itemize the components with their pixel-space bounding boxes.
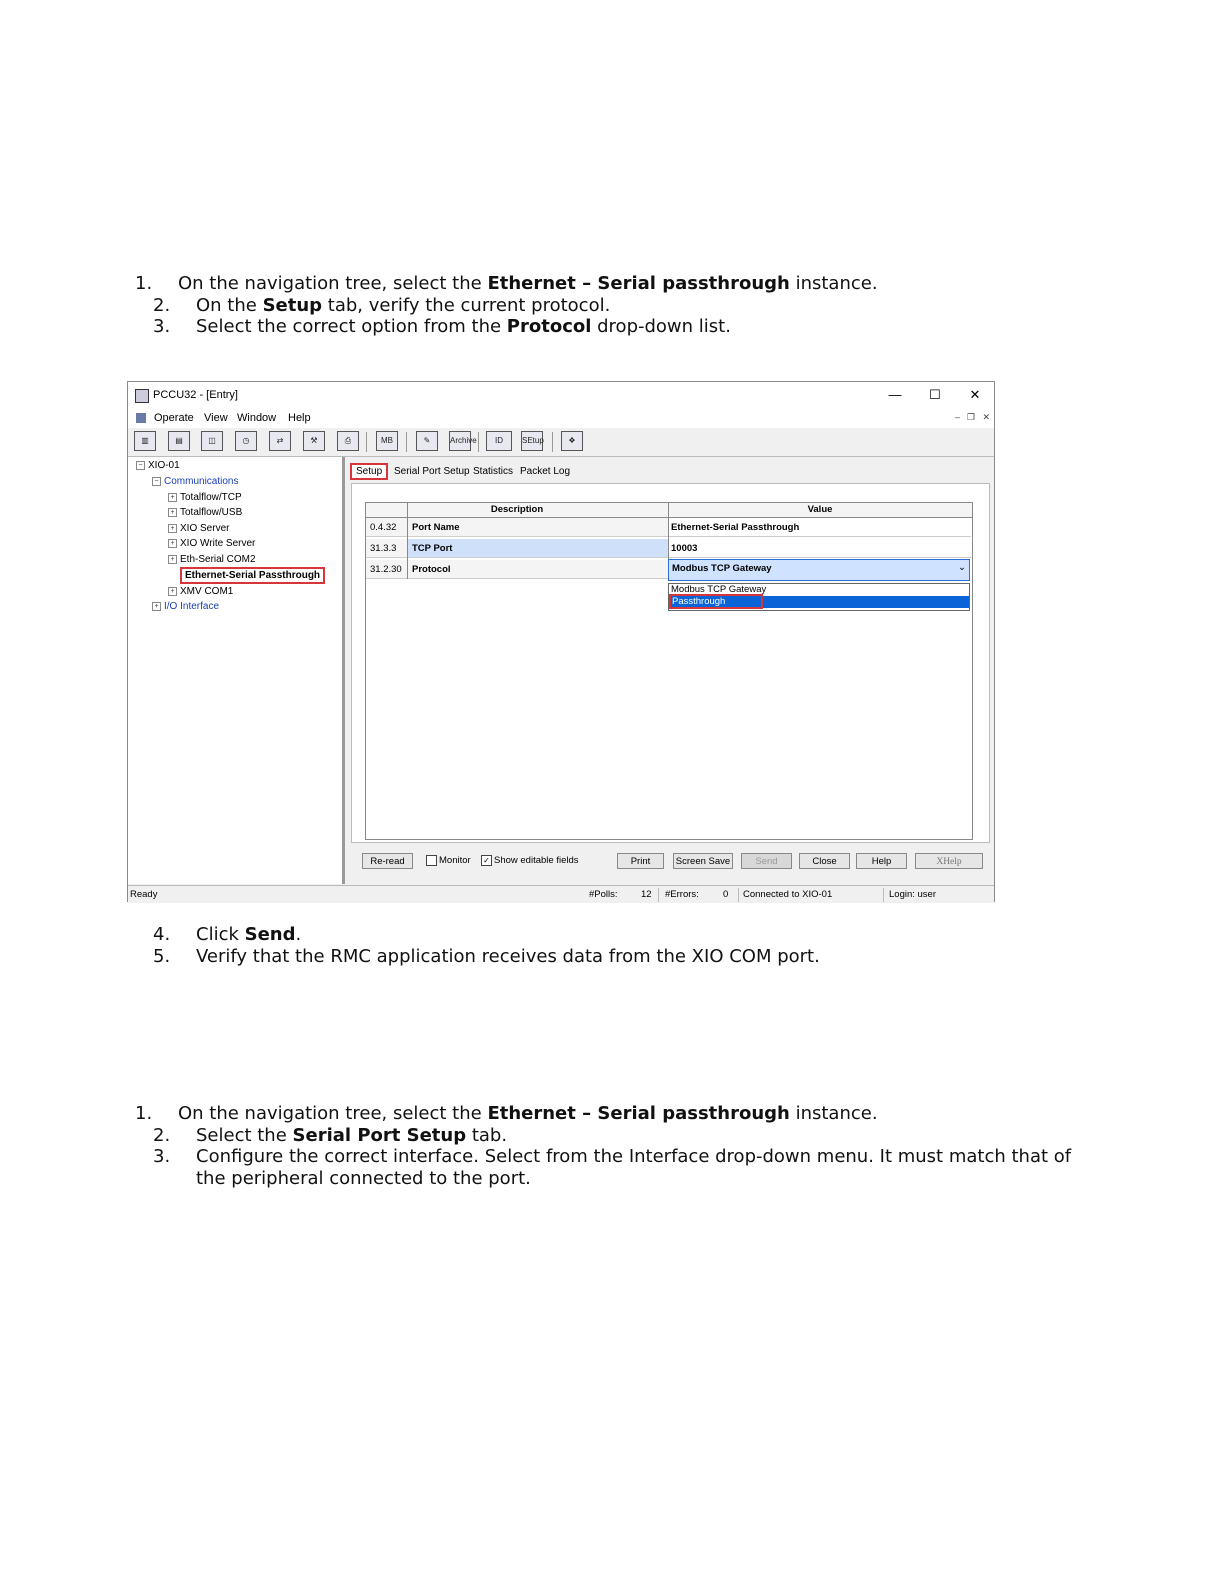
tree-item[interactable]: + XMV COM1 (168, 586, 233, 597)
status-separator (658, 888, 659, 902)
connection-status: Connected to XIO-01 (743, 889, 833, 900)
minimize-button[interactable]: — (888, 387, 902, 402)
close-window-button[interactable]: ✕ (969, 387, 981, 402)
step-text-end: instance. (789, 273, 878, 294)
menu-help[interactable]: Help (288, 412, 311, 424)
step-text: Configure the correct interface. Select from the Interface drop-down menu. It must match that of the peripheral connected to the port. (196, 1146, 1072, 1189)
menu-view[interactable]: View (204, 412, 228, 424)
toolbar-monitor-icon[interactable]: ◷ (235, 431, 257, 451)
pccu-window (127, 381, 995, 902)
toolbar-transfer-icon[interactable]: ⇄ (269, 431, 291, 451)
port-name-value[interactable]: Ethernet-Serial Passthrough (669, 518, 971, 537)
toolbar-collect-icon[interactable]: ▤ (168, 431, 190, 451)
tree-item[interactable]: + Totalflow/TCP (168, 492, 242, 503)
row-description: Protocol (408, 560, 668, 579)
step-text-end: . (295, 924, 302, 945)
step-number: 1. (135, 1103, 153, 1124)
tab-statistics[interactable]: Statistics (473, 466, 514, 477)
collapse-icon[interactable]: − (152, 477, 161, 486)
tree-item[interactable]: + Eth-Serial COM2 (168, 554, 256, 565)
setup-panel (351, 483, 990, 843)
chevron-down-icon[interactable]: ⌄ (958, 562, 966, 573)
expand-icon[interactable]: + (168, 493, 177, 502)
step-bold: Protocol (506, 316, 592, 337)
steps-section-1 (135, 273, 1135, 338)
status-separator (883, 888, 884, 902)
maximize-button[interactable]: ☐ (929, 387, 941, 402)
toolbar-separator (478, 432, 479, 452)
tab-packet-log[interactable]: Packet Log (520, 466, 571, 477)
help-button[interactable]: Help (856, 853, 907, 869)
step-text: Click (196, 924, 245, 945)
toolbar-separator (406, 432, 407, 452)
toolbar-entry-icon[interactable]: ▥ (134, 431, 156, 451)
toolbar-graph-icon[interactable]: ✎ (416, 431, 438, 451)
step-number: 3. (153, 316, 171, 337)
step-1 (135, 273, 1135, 295)
monitor-checkbox[interactable]: Monitor (426, 855, 471, 866)
check-icon[interactable]: ✓ (481, 855, 492, 866)
step-3 (135, 316, 1135, 338)
tree-item[interactable]: + XIO Server (168, 523, 229, 534)
step-5 (135, 946, 1135, 968)
step-text-end: tab, verify the current protocol. (322, 294, 611, 316)
menu-bar (128, 408, 994, 428)
step-4 (135, 924, 1135, 946)
navigation-tree (128, 457, 345, 884)
step-text: Select the (196, 1124, 293, 1146)
content-pane (345, 457, 994, 884)
polls-count: 12 (641, 889, 652, 900)
menu-operate[interactable]: Operate (154, 412, 194, 424)
step-text-end: tab. (466, 1124, 508, 1146)
toolbar-setup-icon[interactable]: SEtup (521, 431, 543, 451)
tree-item-selected[interactable]: Ethernet-Serial Passthrough (185, 570, 321, 581)
expand-icon[interactable]: + (168, 508, 177, 517)
title-bar (128, 382, 994, 408)
expand-icon[interactable]: + (168, 555, 177, 564)
app-icon (135, 389, 149, 403)
toolbar-archive-icon[interactable]: Archive (449, 431, 471, 451)
checkbox-icon[interactable] (426, 855, 437, 866)
step-text: Select the correct option from the (196, 316, 507, 337)
xhelp-button[interactable]: XHelp (915, 853, 983, 869)
step-number: 5. (153, 945, 171, 967)
errors-label: #Errors: (665, 889, 699, 900)
window-title: PCCU32 - [Entry] (153, 389, 238, 401)
tab-setup[interactable]: Setup (350, 463, 388, 480)
step-3 (135, 1146, 1135, 1189)
toolbar-separator (552, 432, 553, 452)
steps-section-2 (135, 924, 1135, 967)
mdi-close-icon[interactable]: ✕ (982, 412, 990, 422)
screen-save-button[interactable]: Screen Save (673, 853, 733, 869)
print-button[interactable]: Print (617, 853, 664, 869)
expand-icon[interactable]: + (152, 602, 161, 611)
tcp-port-value[interactable]: 10003 (669, 539, 971, 558)
errors-count: 0 (723, 889, 729, 900)
step-bold: Ethernet – Serial passthrough (487, 1103, 790, 1124)
reread-button[interactable]: Re-read (362, 853, 413, 869)
expand-icon[interactable]: + (168, 524, 177, 533)
expand-icon[interactable]: + (168, 587, 177, 596)
send-button[interactable]: Send (741, 853, 792, 869)
step-1 (135, 1103, 1135, 1125)
tree-root[interactable]: − XIO-01 (136, 460, 180, 471)
toolbar-book-icon[interactable]: ❖ (561, 431, 583, 451)
row-id: 0.4.32 (366, 518, 407, 537)
steps-section-3 (135, 1103, 1135, 1189)
step-text-end: instance. (789, 1103, 878, 1124)
close-button[interactable]: Close (799, 853, 850, 869)
step-bold: Serial Port Setup (292, 1124, 467, 1146)
tree-item[interactable]: + XIO Write Server (168, 538, 255, 549)
toolbar-separator (366, 432, 367, 452)
step-text: On the navigation tree, select the (178, 1103, 488, 1124)
tab-serial-port-setup[interactable]: Serial Port Setup (394, 466, 470, 477)
tree-item[interactable]: + Totalflow/USB (168, 507, 242, 518)
status-bar (128, 885, 994, 903)
toolbar-print-icon[interactable]: ⎙ (337, 431, 359, 451)
doc-icon (136, 413, 146, 423)
toolbar-id-icon[interactable]: ID (486, 431, 512, 451)
toolbar (128, 428, 994, 457)
protocol-dropdown-list (668, 583, 970, 611)
tree-communications[interactable]: − Communications (152, 476, 238, 487)
menu-window[interactable]: Window (237, 412, 277, 424)
header-value: Value (668, 503, 972, 518)
status-ready: Ready (130, 889, 158, 900)
step-bold: Ethernet – Serial passthrough (487, 273, 790, 294)
polls-label: #Polls: (589, 889, 618, 900)
mdi-restore-icon[interactable]: ❐ (966, 412, 975, 422)
status-separator (738, 888, 739, 902)
row-description: TCP Port (408, 539, 668, 558)
toolbar-calibrate-icon[interactable]: ◫ (201, 431, 223, 451)
option-passthrough[interactable]: Passthrough (669, 596, 969, 608)
step-bold: Setup (262, 294, 323, 316)
expand-icon[interactable]: + (168, 539, 177, 548)
protocol-selected: Modbus TCP Gateway (672, 563, 772, 574)
step-text: On the navigation tree, select the (178, 273, 488, 294)
login-status: Login: user (889, 889, 937, 900)
setup-grid (365, 502, 973, 840)
step-number: 4. (153, 924, 171, 945)
toolbar-modbus-icon[interactable]: MB (376, 431, 398, 451)
mdi-minimize-icon[interactable]: – (954, 412, 960, 422)
row-description: Port Name (408, 518, 668, 537)
collapse-icon[interactable]: − (136, 461, 145, 470)
header-description: Description (366, 503, 668, 518)
option-modbus-tcp-gateway[interactable]: Modbus TCP Gateway (671, 584, 767, 595)
row-id: 31.2.30 (366, 560, 407, 579)
step-2 (135, 1125, 1135, 1147)
step-text: On the (196, 294, 263, 316)
step-text: Verify that the RMC application receives data from the XIO COM port. (196, 945, 820, 967)
step-number: 1. (135, 273, 153, 294)
show-editable-checkbox[interactable]: ✓ Show editable fields (481, 855, 579, 866)
step-number: 3. (153, 1146, 171, 1167)
protocol-dropdown[interactable] (668, 559, 970, 581)
toolbar-tools-icon[interactable]: ⚒ (303, 431, 325, 451)
row-id: 31.3.3 (366, 539, 407, 558)
button-bar (345, 847, 994, 871)
step-2 (135, 295, 1135, 317)
step-number: 2. (153, 1124, 171, 1146)
step-text-end: drop-down list. (591, 316, 731, 337)
step-number: 2. (153, 294, 171, 316)
tree-io-interface[interactable]: + I/O Interface (152, 601, 219, 612)
step-bold: Send (244, 924, 296, 945)
